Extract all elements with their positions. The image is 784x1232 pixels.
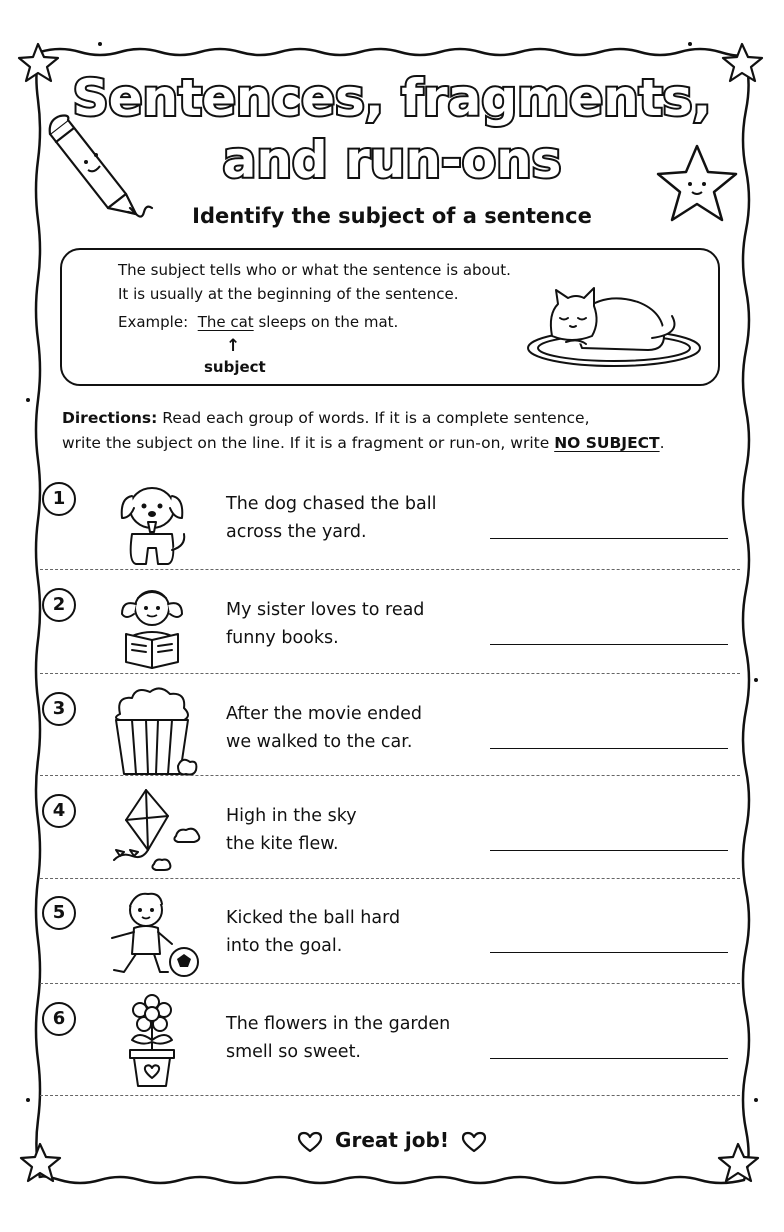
item-sentence: The dog chased the ball across the yard. [226, 494, 437, 542]
example-rest: sleeps on the mat. [258, 313, 399, 331]
heart-icon [297, 1131, 323, 1153]
directions-text-2: write the subject on the line. If it is a fragment or run-on, write [62, 434, 550, 452]
answer-line[interactable] [490, 644, 728, 645]
flower-pot-icon [102, 994, 202, 1094]
answer-line[interactable] [490, 952, 728, 953]
item-divider [40, 983, 740, 984]
answer-line[interactable] [490, 538, 728, 539]
item-number: 4 [42, 794, 76, 828]
item-divider [40, 1095, 740, 1096]
item-sentence: My sister loves to read funny books. [226, 600, 425, 648]
item-sentence: After the movie ended we walked to the car. [226, 704, 423, 752]
item-divider [40, 673, 740, 674]
exercise-item [36, 474, 752, 574]
worksheet-title-line1: Sentences, fragments, [72, 69, 712, 127]
example-sentence [118, 312, 398, 332]
boy-soccer-icon [102, 888, 202, 988]
subject-info-box [60, 248, 720, 386]
worksheet-title-line2: and run-ons [222, 131, 562, 189]
directions-label: Directions: [62, 409, 158, 427]
directions-text-1: Read each group of words. If it is a complete sentence, [162, 409, 590, 427]
exercise-item [36, 786, 752, 886]
answer-line[interactable] [490, 850, 728, 851]
girl-reading-icon [102, 580, 202, 680]
item-number: 2 [42, 588, 76, 622]
item-divider [40, 775, 740, 776]
arrow-up-icon: ↑ [226, 336, 241, 356]
sleeping-cat-icon [522, 278, 702, 370]
directions: Directions: Read each group of words. If it is a complete sentence, write the subject on the line. If it is a fragment or run-on, write NO SUBJECT. [62, 409, 665, 452]
popcorn-icon [102, 684, 202, 784]
example-label: Example: [118, 313, 189, 331]
info-line-1: The subject tells who or what the sentence is about. [118, 261, 511, 279]
no-subject-keyword: NO SUBJECT [554, 434, 660, 452]
item-divider [40, 878, 740, 879]
info-line-2: It is usually at the beginning of the sentence. [118, 285, 459, 303]
example-subject: The cat [197, 313, 254, 331]
item-number: 5 [42, 896, 76, 930]
exercise-item [36, 994, 752, 1094]
footer [0, 1128, 784, 1153]
worksheet-subtitle: Identify the subject of a sentence [192, 204, 592, 228]
heart-icon [461, 1131, 487, 1153]
answer-line[interactable] [490, 748, 728, 749]
item-number: 3 [42, 692, 76, 726]
item-number: 1 [42, 482, 76, 516]
exercise-item [36, 888, 752, 988]
dog-icon [102, 474, 202, 574]
item-number: 6 [42, 1002, 76, 1036]
kite-icon [102, 786, 202, 886]
answer-line[interactable] [490, 1058, 728, 1059]
exercise-item [36, 580, 752, 680]
item-sentence: High in the sky the kite flew. [226, 806, 357, 854]
footer-text: Great job! [335, 1128, 449, 1152]
exercise-item [36, 684, 752, 784]
item-sentence: The flowers in the garden smell so sweet. [226, 1014, 451, 1062]
item-sentence: Kicked the ball hard into the goal. [226, 908, 401, 956]
item-divider [40, 569, 740, 570]
subject-label: subject [204, 358, 266, 376]
